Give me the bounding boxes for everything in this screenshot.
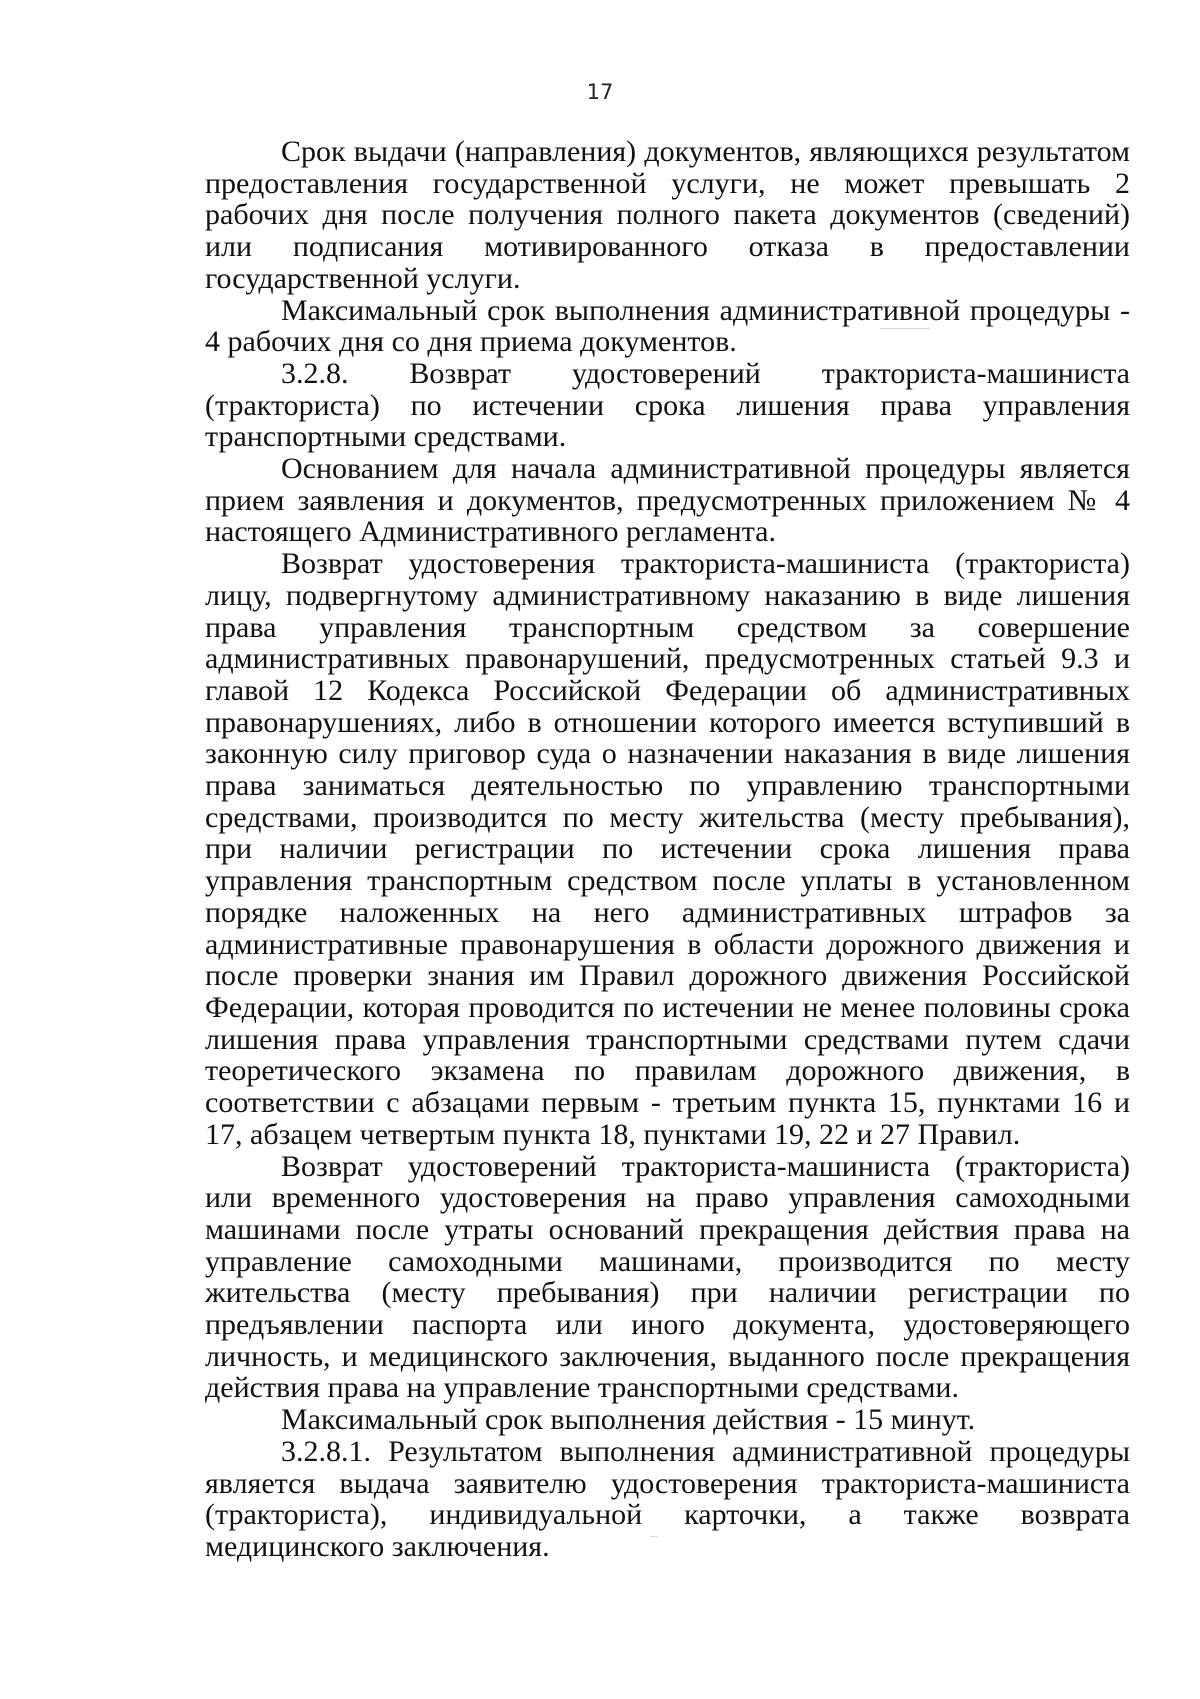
scan-artifact-line xyxy=(880,328,930,329)
paragraph-temporary-license-return: Возврат удостоверений тракториста-машиниста (тракториста) или временного удостоверения на право управления самоходными машинами после утраты оснований прекращения действия права на управление самоходными машинами, производится по месту жительства (месту пребывания) при наличии регистрации по предъявлении паспорта или иного документа, удостоверяющего личность, и медицинского заключения, выданного после прекращения действия права на управление транспортными средствами. xyxy=(205,1149,1130,1405)
document-body xyxy=(205,136,1130,1563)
paragraph-max-action-time: Максимальный срок выполнения действия - 15 минут. xyxy=(281,1403,976,1437)
paragraph-max-procedure-time: Максимальный срок выполнения административной процедуры - 4 рабочих дня со дня приема документов. xyxy=(205,293,1130,359)
scan-artifact-line xyxy=(650,1536,658,1537)
paragraph-section-3-2-8-1: 3.2.8.1. Результатом выполнения административной процедуры является выдача заявителю удостоверения тракториста-машиниста (тракториста), индивидуальной карточки, а также возврата медицинского заключения. xyxy=(205,1434,1130,1563)
paragraph-procedure-basis: Основанием для начала административной процедуры является прием заявления и документов, предусмотренных приложением № 4 настоящего Административного регламента. xyxy=(205,452,1130,549)
paragraph-license-return-conditions: Возврат удостоверения тракториста-машиниста (тракториста) лицу, подвергнутому административному наказанию в виде лишения права управления транспортным средством за совершение административных правонарушений, предусмотренных статьей 9.3 и главой 12 Кодекса Российской Федерации об административных правонарушениях, либо в отношении которого имеется вступивший в законную силу приговор суда о назначении наказания в виде лишения права заниматься деятельностью по управлению транспортными средствами, производится по месту жительства (месту пребывания), при наличии регистрации по истечении срока лишения права управления транспортным средством после уплаты в установленном порядке наложенных на него административных штрафов за административные правонарушения в области дорожного движения и после проверки знания им Правил дорожного движения Российской Федерации, которая проводится по истечении не менее половины срока лишения права управления транспортными средствами путем сдачи теоретического экзамена по правилам дорожного движения, в соответствии с абзацами первым - третьим пункта 15, пунктами 16 и 17, абзацем четвертым пункта 18, пунктами 19, 22 и 27 Правил. xyxy=(205,547,1130,1151)
paragraph-issue-deadline: Срок выдачи (направления) документов, являющихся результатом предоставления государственной услуги, не может превышать 2 рабочих дня после получения полного пакета документов (сведений) или подписания мотивированного отказа в предоставлении государственной услуги. xyxy=(205,135,1130,295)
page-number: 17 xyxy=(586,80,614,104)
paragraph-section-3-2-8: 3.2.8. Возврат удостоверений тракториста-машиниста (тракториста) по истечении срока лишения права управления транспортными средствами. xyxy=(205,356,1130,454)
